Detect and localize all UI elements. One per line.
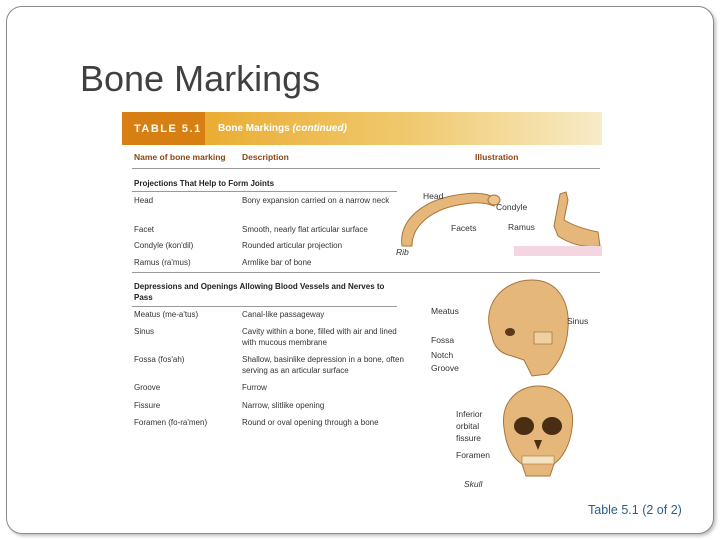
table-number: TABLE 5.1: [134, 123, 202, 135]
fossa-label: Fossa: [431, 335, 455, 345]
fissure-label-line2: orbital: [456, 421, 480, 431]
notch-label: Notch: [431, 350, 454, 360]
column-header-description: Description: [242, 152, 289, 162]
section-rule: [132, 306, 397, 307]
table-title: [218, 123, 347, 134]
meatus-label: Meatus: [431, 306, 459, 316]
skull-lateral-illustration: [472, 276, 572, 384]
row-name: Head: [134, 196, 154, 205]
row-description: Bony expansion carried on a narrow neck: [242, 196, 390, 205]
row-name: Groove: [134, 383, 161, 392]
row-name: Sinus: [134, 327, 155, 336]
row-name: Foramen (fo-ra'men): [134, 418, 208, 427]
skull-frontal-illustration: [496, 384, 580, 480]
row-description: Furrow: [242, 383, 267, 392]
column-header-name: Name of bone marking: [134, 152, 226, 162]
fissure-label-line1: Inferior: [456, 409, 483, 419]
section-divider: [132, 272, 600, 273]
row-name: Ramus (ra'mus): [134, 258, 191, 267]
row-description: Narrow, slitlike opening: [242, 401, 325, 410]
row-description: Canal-like passageway: [242, 310, 325, 319]
section-rule: [132, 191, 397, 192]
row-name: Meatus (me-a'tus): [134, 310, 199, 319]
condyle-label: Condyle: [496, 202, 528, 212]
row-description: Smooth, nearly flat articular surface: [242, 225, 368, 234]
row-description: Armlike bar of bone: [242, 258, 312, 267]
rib-illustration: [394, 180, 504, 260]
rib-head-label: Head: [423, 191, 444, 201]
row-description: Shallow, basinlike depression in a bone, often serving as an articular surface: [242, 355, 404, 375]
section-heading-openings: Depressions and Openings Allowing Blood Vessels and Nerves to Pass: [134, 282, 385, 302]
row-name: Fossa (fos'ah): [134, 355, 185, 364]
row-description: Cavity within a bone, filled with air and lined with mucous membrane: [242, 327, 397, 347]
row-description: Rounded articular projection: [242, 241, 343, 250]
slide-caption: Table 5.1 (2 of 2): [588, 503, 682, 517]
header-rule: [132, 168, 600, 169]
column-header-illustration: Illustration: [475, 152, 519, 162]
slide-title: Bone Markings: [80, 58, 321, 99]
ramus-label: Ramus: [508, 222, 535, 232]
fissure-label-line3: fissure: [456, 433, 482, 443]
groove-label: Groove: [431, 363, 459, 373]
rib-caption: Rib: [396, 247, 409, 257]
table-title-suffix: (continued): [292, 123, 347, 134]
skull-caption: Skull: [464, 479, 483, 489]
foramen-label: Foramen: [456, 450, 491, 460]
rib-facets-label: Facets: [451, 223, 477, 233]
section-heading-joints: Projections That Help to Form Joints: [134, 179, 275, 188]
table-title-main: Bone Markings: [218, 123, 290, 134]
row-description: Round or oval opening through a bone: [242, 418, 379, 427]
row-name: Condyle (kon'dil): [134, 241, 194, 250]
sinus-label: Sinus: [567, 316, 589, 326]
row-name: Facet: [134, 225, 155, 234]
row-name: Fissure: [134, 401, 161, 410]
bone-markings-table: [122, 112, 602, 498]
